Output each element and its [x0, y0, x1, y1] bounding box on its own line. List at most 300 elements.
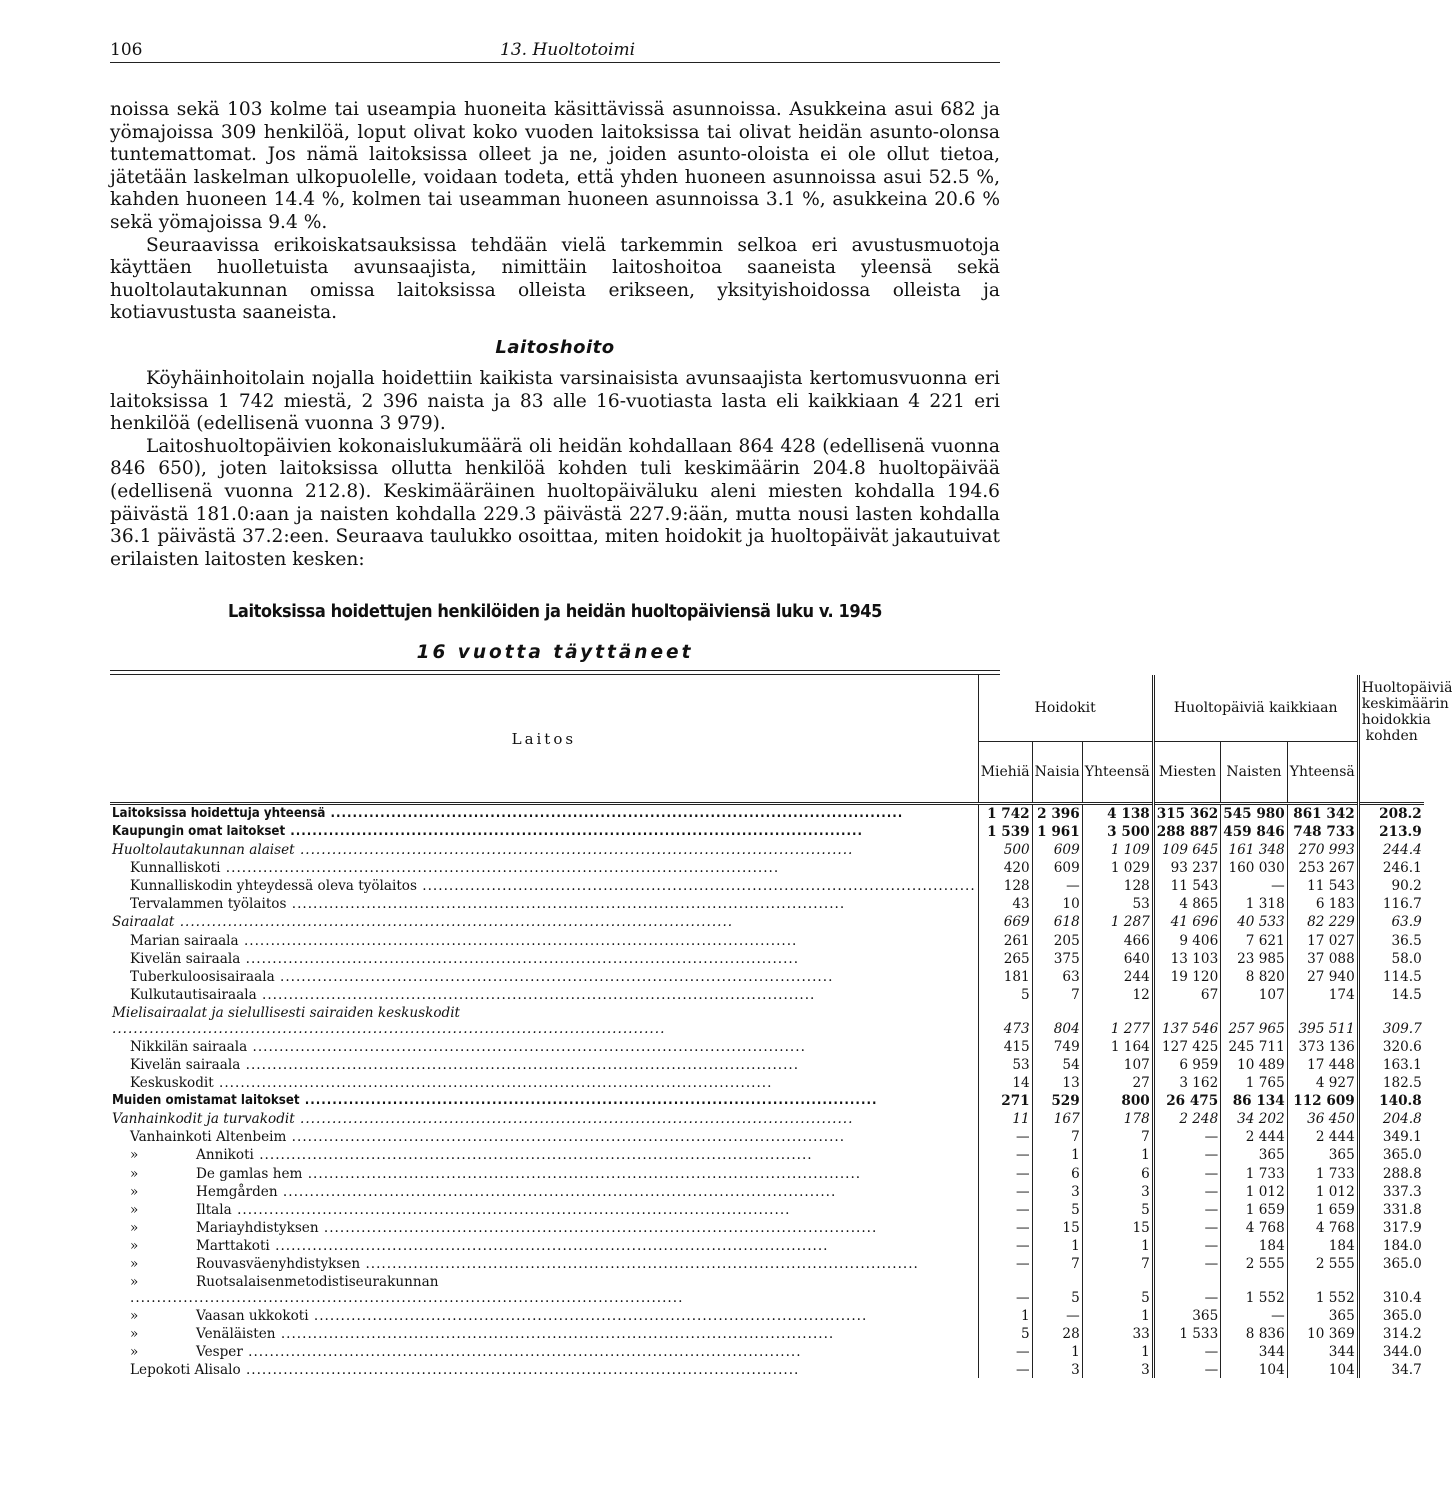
cell-naisia: 609 — [1032, 858, 1082, 876]
cell-miesten: — — [1153, 1163, 1220, 1181]
cell-hp-yhteensa: 253 267 — [1287, 858, 1358, 876]
row-label-text: Nikkilän sairaala ..... — [130, 1039, 806, 1055]
table-row — [110, 912, 1424, 930]
header-yhteensa-2: Yhteensä — [1287, 742, 1358, 804]
cell-miesten: — — [1153, 1127, 1220, 1145]
ditto-mark: » — [130, 1219, 139, 1236]
cell-keskimaarin: 208.2 — [1358, 804, 1424, 822]
cell-keskimaarin: 365.0 — [1358, 1254, 1424, 1272]
cell-naisia: 3 — [1032, 1182, 1082, 1200]
cell-yhteensa: 3 500 — [1082, 822, 1153, 840]
cell-keskimaarin: 213.9 — [1358, 822, 1424, 840]
row-label-text: Huoltolautakunnan alaiset ..... — [112, 842, 853, 858]
cell-miehia: 420 — [978, 858, 1032, 876]
cell-miehia: 415 — [978, 1037, 1032, 1055]
row-label-text: Hemgården ..... — [196, 1184, 836, 1200]
row-label-text: Rouvasväenyhdistyksen ..... — [196, 1256, 919, 1272]
cell-keskimaarin: 90.2 — [1358, 876, 1424, 894]
cell-miesten: 288 887 — [1153, 822, 1220, 840]
cell-naisten: 4 768 — [1221, 1218, 1287, 1236]
cell-keskimaarin: 365.0 — [1358, 1145, 1424, 1163]
cell-miesten: — — [1153, 1254, 1220, 1272]
table-row — [110, 1003, 1424, 1037]
cell-naisten: — — [1221, 1306, 1287, 1324]
cell-yhteensa: 107 — [1082, 1055, 1153, 1073]
cell-miesten: — — [1153, 1236, 1220, 1254]
data-table — [110, 675, 1452, 1379]
table-title: Laitoksissa hoidettujen henkilöiden ja heidän huoltopäiviensä luku v. 1945 — [228, 601, 882, 623]
ditto-mark: » — [130, 1201, 139, 1218]
row-label — [110, 1003, 978, 1037]
cell-yhteensa: 7 — [1082, 1254, 1153, 1272]
header-miesten: Miesten — [1153, 742, 1220, 804]
row-label — [110, 840, 978, 858]
header-avg-cell — [1358, 675, 1452, 804]
row-label-text: Venäläisten ..... — [196, 1326, 834, 1342]
header-avg: Huoltopäiviä keskimäärin hoidokkia kohden — [1361, 679, 1452, 744]
cell-naisia: 167 — [1032, 1109, 1082, 1127]
cell-naisia: 375 — [1032, 949, 1082, 967]
cell-naisten: 34 202 — [1221, 1109, 1287, 1127]
cell-miesten: — — [1153, 1272, 1220, 1306]
cell-keskimaarin: 317.9 — [1358, 1218, 1424, 1236]
row-label-text: Vaasan ukkokoti ..... — [196, 1308, 867, 1324]
cell-miehia: — — [978, 1254, 1032, 1272]
cell-naisia: 1 — [1032, 1145, 1082, 1163]
cell-hp-yhteensa: 373 136 — [1287, 1037, 1358, 1055]
cell-naisia: 3 — [1032, 1360, 1082, 1378]
cell-miesten: 41 696 — [1153, 912, 1220, 930]
cell-keskimaarin: 34.7 — [1358, 1360, 1424, 1378]
cell-hp-yhteensa: 6 183 — [1287, 894, 1358, 912]
chapter-title: 13. Huoltotoimi — [500, 40, 636, 60]
cell-naisia: 1 961 — [1032, 822, 1082, 840]
cell-hp-yhteensa: 1 012 — [1287, 1182, 1358, 1200]
row-label — [110, 967, 978, 985]
table-row — [110, 1037, 1424, 1055]
cell-hp-yhteensa: 365 — [1287, 1145, 1358, 1163]
cell-miesten: — — [1153, 1342, 1220, 1360]
table-row — [110, 1218, 1424, 1236]
cell-naisten: 8 836 — [1221, 1324, 1287, 1342]
cell-miehia: 1 742 — [978, 804, 1032, 822]
cell-naisia: 205 — [1032, 930, 1082, 948]
cell-miesten: 6 959 — [1153, 1055, 1220, 1073]
cell-hp-yhteensa: 4 927 — [1287, 1073, 1358, 1091]
cell-hp-yhteensa: 1 733 — [1287, 1163, 1358, 1181]
cell-miehia: — — [978, 1163, 1032, 1181]
paragraph-4: Laitoshuoltopäivien kokonaislukumäärä oli heidän kohdallaan 864 428 (edellisenä vuonna 846 650), joten laitoksissa ollutta henkilöä kohden tuli keskimäärin 204.8 huoltopäivää (edellisenä vuonna 212.8). Keskimääräinen huoltopäiväluku aleni miesten kohdalla 194.6 päivästä 181.0:aan ja naisten kohdalla 229.3 päivästä 227.9:ään, mutta nousi lasten kohdalla 36.1 päivästä 37.2:een. Seuraava taulukko osoittaa, miten hoidokit ja huoltopäivät jakautuivat erilaisten laitosten kesken: — [110, 435, 1000, 570]
cell-hp-yhteensa: 37 088 — [1287, 949, 1358, 967]
row-label-text: Keskuskodit ..... — [130, 1075, 772, 1091]
cell-miesten: 3 162 — [1153, 1073, 1220, 1091]
cell-naisia: 1 — [1032, 1236, 1082, 1254]
cell-naisten: 1 318 — [1221, 894, 1287, 912]
row-label-text: Ruotsalaisenmetodistiseurakunnan ..... — [130, 1274, 683, 1306]
table-row — [110, 858, 1424, 876]
cell-miesten: — — [1153, 1360, 1220, 1378]
cell-miesten: — — [1153, 1182, 1220, 1200]
cell-naisten: 1 733 — [1221, 1163, 1287, 1181]
cell-keskimaarin: 310.4 — [1358, 1272, 1424, 1306]
cell-hp-yhteensa: 17 448 — [1287, 1055, 1358, 1073]
table-row — [110, 985, 1424, 1003]
row-label — [110, 1272, 978, 1306]
table-row — [110, 1342, 1424, 1360]
cell-yhteensa: 800 — [1082, 1091, 1153, 1109]
cell-hp-yhteensa: 10 369 — [1287, 1324, 1358, 1342]
row-label — [110, 1306, 978, 1324]
row-label-text: Kulkutautisairaala ..... — [130, 987, 815, 1003]
cell-miesten: 93 237 — [1153, 858, 1220, 876]
row-label — [110, 1091, 978, 1109]
cell-keskimaarin: 337.3 — [1358, 1182, 1424, 1200]
cell-miesten: 365 — [1153, 1306, 1220, 1324]
cell-hp-yhteensa: 861 342 — [1287, 804, 1358, 822]
cell-miesten: 19 120 — [1153, 967, 1220, 985]
cell-yhteensa: 6 — [1082, 1163, 1153, 1181]
cell-miesten: 127 425 — [1153, 1037, 1220, 1055]
cell-naisia: 10 — [1032, 894, 1082, 912]
cell-naisia: 13 — [1032, 1073, 1082, 1091]
table-row — [110, 840, 1424, 858]
cell-hp-yhteensa: 270 993 — [1287, 840, 1358, 858]
row-label — [110, 858, 978, 876]
table-row — [110, 1254, 1424, 1272]
cell-yhteensa: 466 — [1082, 930, 1153, 948]
ditto-mark: » — [130, 1308, 139, 1325]
ditto-mark: » — [130, 1237, 139, 1254]
cell-naisten: 1 659 — [1221, 1200, 1287, 1218]
cell-hp-yhteensa: 184 — [1287, 1236, 1358, 1254]
cell-keskimaarin: 244.4 — [1358, 840, 1424, 858]
row-label-text: Kivelän sairaala ..... — [130, 951, 799, 967]
cell-miehia: 261 — [978, 930, 1032, 948]
cell-miesten: 2 248 — [1153, 1109, 1220, 1127]
cell-keskimaarin: 14.5 — [1358, 985, 1424, 1003]
table-row — [110, 1182, 1424, 1200]
cell-miehia: 5 — [978, 985, 1032, 1003]
cell-naisten: 10 489 — [1221, 1055, 1287, 1073]
cell-keskimaarin: 63.9 — [1358, 912, 1424, 930]
header-miehia: Miehiä — [978, 742, 1032, 804]
row-label — [110, 1218, 978, 1236]
row-label — [110, 876, 978, 894]
cell-naisia: 15 — [1032, 1218, 1082, 1236]
cell-naisten: 8 820 — [1221, 967, 1287, 985]
row-label — [110, 1055, 978, 1073]
table-row — [110, 967, 1424, 985]
ditto-mark: » — [130, 1256, 139, 1273]
row-label — [110, 930, 978, 948]
table-row — [110, 1360, 1424, 1378]
row-label — [110, 1342, 978, 1360]
cell-hp-yhteensa: 1 659 — [1287, 1200, 1358, 1218]
row-label-text: Iltala ..... — [196, 1202, 790, 1218]
cell-miehia: — — [978, 1236, 1032, 1254]
cell-keskimaarin: 344.0 — [1358, 1342, 1424, 1360]
cell-miesten: 26 475 — [1153, 1091, 1220, 1109]
cell-yhteensa: 3 — [1082, 1182, 1153, 1200]
row-label-text: Kunnalliskodin yhteydessä oleva työlaitos ..... — [130, 878, 976, 894]
cell-yhteensa: 1 — [1082, 1306, 1153, 1324]
cell-miehia: 1 539 — [978, 822, 1032, 840]
cell-naisia: 7 — [1032, 985, 1082, 1003]
ditto-mark: » — [130, 1183, 139, 1200]
cell-miehia: — — [978, 1272, 1032, 1306]
cell-miehia: 11 — [978, 1109, 1032, 1127]
cell-yhteensa: 178 — [1082, 1109, 1153, 1127]
row-label-text: Sairaalat ..... — [112, 914, 733, 930]
cell-miehia: 53 — [978, 1055, 1032, 1073]
cell-miesten: — — [1153, 1218, 1220, 1236]
cell-naisia: 618 — [1032, 912, 1082, 930]
cell-miehia: 1 — [978, 1306, 1032, 1324]
cell-miehia: — — [978, 1145, 1032, 1163]
row-label — [110, 1360, 978, 1378]
cell-yhteensa: 640 — [1082, 949, 1153, 967]
cell-miesten: 109 645 — [1153, 840, 1220, 858]
cell-hp-yhteensa: 36 450 — [1287, 1109, 1358, 1127]
row-label — [110, 1145, 978, 1163]
cell-yhteensa: 244 — [1082, 967, 1153, 985]
header-naisten: Naisten — [1221, 742, 1287, 804]
cell-yhteensa: 15 — [1082, 1218, 1153, 1236]
table-subtitle: 16 vuotta täyttäneet — [416, 642, 694, 664]
cell-miehia: 271 — [978, 1091, 1032, 1109]
cell-naisten: 23 985 — [1221, 949, 1287, 967]
row-label — [110, 1163, 978, 1181]
cell-naisten: — — [1221, 876, 1287, 894]
cell-naisten: 459 846 — [1221, 822, 1287, 840]
cell-keskimaarin: 182.5 — [1358, 1073, 1424, 1091]
cell-naisten: 1 765 — [1221, 1073, 1287, 1091]
cell-keskimaarin: 184.0 — [1358, 1236, 1424, 1254]
cell-keskimaarin: 314.2 — [1358, 1324, 1424, 1342]
cell-yhteensa: 5 — [1082, 1200, 1153, 1218]
cell-keskimaarin: 246.1 — [1358, 858, 1424, 876]
cell-naisten: 1 012 — [1221, 1182, 1287, 1200]
cell-miehia: 181 — [978, 967, 1032, 985]
cell-miehia: 14 — [978, 1073, 1032, 1091]
cell-hp-yhteensa: 17 027 — [1287, 930, 1358, 948]
header-yhteensa-1: Yhteensä — [1082, 742, 1153, 804]
cell-yhteensa: 4 138 — [1082, 804, 1153, 822]
cell-keskimaarin: 58.0 — [1358, 949, 1424, 967]
cell-miesten: 315 362 — [1153, 804, 1220, 822]
row-label-text: Vanhainkoti Altenbeim ..... — [130, 1129, 845, 1145]
cell-hp-yhteensa: 112 609 — [1287, 1091, 1358, 1109]
table-row — [110, 1109, 1424, 1127]
cell-hp-yhteensa: 1 552 — [1287, 1272, 1358, 1306]
cell-yhteensa: 128 — [1082, 876, 1153, 894]
cell-miesten: 4 865 — [1153, 894, 1220, 912]
cell-naisten: 104 — [1221, 1360, 1287, 1378]
cell-miehia: 500 — [978, 840, 1032, 858]
table-row — [110, 804, 1424, 822]
cell-keskimaarin: 309.7 — [1358, 1003, 1424, 1037]
cell-naisten: 245 711 — [1221, 1037, 1287, 1055]
cell-miehia: 669 — [978, 912, 1032, 930]
cell-miehia: — — [978, 1360, 1032, 1378]
cell-naisia: 5 — [1032, 1272, 1082, 1306]
cell-yhteensa: 1 109 — [1082, 840, 1153, 858]
row-label-text: Tervalammen työlaitos ..... — [130, 896, 845, 912]
row-label-text: Muiden omistamat laitokset ..... — [112, 1093, 877, 1108]
paragraph-2: Seuraavissa erikoiskatsauksissa tehdään vielä tarkemmin selkoa eri avustusmuotoja käyttäen huolletuista avunsaajista, nimittäin laitoshoitoa saaneista yleensä sekä huoltolautakunnan omissa laitoksissa olleista erikseen, yksityishoidossa olleista ja kotiavustusta saaneista. — [110, 234, 1000, 324]
cell-miehia: — — [978, 1127, 1032, 1145]
row-label-text: Marian sairaala ..... — [130, 933, 797, 949]
cell-miehia: 5 — [978, 1324, 1032, 1342]
cell-naisia: 749 — [1032, 1037, 1082, 1055]
cell-yhteensa: 1 — [1082, 1236, 1153, 1254]
cell-keskimaarin: 140.8 — [1358, 1091, 1424, 1109]
cell-naisia: 5 — [1032, 1200, 1082, 1218]
cell-naisten: 365 — [1221, 1145, 1287, 1163]
cell-naisia: 6 — [1032, 1163, 1082, 1181]
cell-naisia: 7 — [1032, 1127, 1082, 1145]
cell-naisia: 804 — [1032, 1003, 1082, 1037]
row-label-text: Tuberkuloosisairaala ..... — [130, 969, 833, 985]
cell-naisten: 344 — [1221, 1342, 1287, 1360]
cell-naisia: 54 — [1032, 1055, 1082, 1073]
row-label-text: Mariayhdistyksen ..... — [196, 1220, 877, 1236]
cell-keskimaarin: 349.1 — [1358, 1127, 1424, 1145]
cell-naisia: 529 — [1032, 1091, 1082, 1109]
table-row — [110, 894, 1424, 912]
cell-hp-yhteensa: 344 — [1287, 1342, 1358, 1360]
cell-naisia: 28 — [1032, 1324, 1082, 1342]
cell-naisten: 1 552 — [1221, 1272, 1287, 1306]
cell-miesten: — — [1153, 1200, 1220, 1218]
cell-miehia: — — [978, 1342, 1032, 1360]
cell-yhteensa: 1 287 — [1082, 912, 1153, 930]
cell-keskimaarin: 116.7 — [1358, 894, 1424, 912]
row-label — [110, 1324, 978, 1342]
cell-miehia: 265 — [978, 949, 1032, 967]
cell-naisia: 63 — [1032, 967, 1082, 985]
ditto-mark: » — [130, 1326, 139, 1343]
row-label — [110, 1109, 978, 1127]
row-label-text: Marttakoti ..... — [196, 1238, 829, 1254]
paragraph-1: noissa sekä 103 kolme tai useampia huoneita käsittävissä asunnoissa. Asukkeina asui 682 ja yömajoissa 309 henkilöä, loput olivat koko vuoden laitoksissa tai olivat heidän asunto-olonsa tuntemattomat. Jos nämä laitoksissa olleet ja ne, joiden asunto-oloista ei ole ollut tietoa, jätetään laskelman ulkopuolelle, voidaan todeta, että yhden huoneen asunnoissa asui 52.5 %, kahden huoneen 14.4 %, kolmen tai useamman huoneen asunnoissa 3.1 %, asukkeina 20.6 % sekä yömajoissa 9.4 %. — [110, 99, 1000, 233]
header-hoidokit: Hoidokit — [978, 675, 1153, 742]
page-header — [110, 36, 1000, 63]
cell-hp-yhteensa: 748 733 — [1287, 822, 1358, 840]
cell-yhteensa: 12 — [1082, 985, 1153, 1003]
row-label — [110, 894, 978, 912]
row-label — [110, 949, 978, 967]
cell-yhteensa: 1 164 — [1082, 1037, 1153, 1055]
row-label-text: Kivelän sairaala ..... — [130, 1057, 799, 1073]
ditto-mark: » — [130, 1344, 139, 1361]
ditto-mark: » — [130, 1165, 139, 1182]
cell-miehia: — — [978, 1182, 1032, 1200]
cell-keskimaarin: 331.8 — [1358, 1200, 1424, 1218]
table-row — [110, 1306, 1424, 1324]
cell-naisia: — — [1032, 1306, 1082, 1324]
ditto-mark: » — [130, 1147, 139, 1164]
cell-naisten: 161 348 — [1221, 840, 1287, 858]
paragraph-3: Köyhäinhoitolain nojalla hoidettiin kaikista varsinaisista avunsaajista kertomusvuonna eri laitoksissa 1 742 miestä, 2 396 naista ja 83 alle 16-vuotiasta lasta eli kaikkiaan 4 221 eri henkilöä (edellisenä vuonna 3 979). — [110, 367, 1000, 435]
table-row — [110, 1091, 1424, 1109]
cell-hp-yhteensa: 2 444 — [1287, 1127, 1358, 1145]
table-row — [110, 1073, 1424, 1091]
row-label-text: Kaupungin omat laitokset ..... — [112, 824, 863, 839]
cell-naisten: 160 030 — [1221, 858, 1287, 876]
row-label — [110, 1182, 978, 1200]
cell-hp-yhteensa: 11 543 — [1287, 876, 1358, 894]
row-label — [110, 1254, 978, 1272]
cell-naisten: 184 — [1221, 1236, 1287, 1254]
cell-miehia: 43 — [978, 894, 1032, 912]
cell-yhteensa: 1 029 — [1082, 858, 1153, 876]
cell-keskimaarin: 365.0 — [1358, 1306, 1424, 1324]
cell-yhteensa: 27 — [1082, 1073, 1153, 1091]
cell-keskimaarin: 204.8 — [1358, 1109, 1424, 1127]
table-body — [110, 804, 1424, 1379]
cell-naisten: 257 965 — [1221, 1003, 1287, 1037]
row-label — [110, 804, 978, 822]
cell-miesten: 67 — [1153, 985, 1220, 1003]
cell-keskimaarin: 288.8 — [1358, 1163, 1424, 1181]
cell-yhteensa: 53 — [1082, 894, 1153, 912]
row-label — [110, 912, 978, 930]
cell-hp-yhteensa: 395 511 — [1287, 1003, 1358, 1037]
cell-miehia: 128 — [978, 876, 1032, 894]
cell-miehia: 473 — [978, 1003, 1032, 1037]
page-number: 106 — [110, 40, 143, 60]
row-label-text: Vesper ..... — [196, 1344, 802, 1360]
cell-miesten: 11 543 — [1153, 876, 1220, 894]
cell-naisten: 107 — [1221, 985, 1287, 1003]
cell-hp-yhteensa: 104 — [1287, 1360, 1358, 1378]
cell-naisia: — — [1032, 876, 1082, 894]
table-row — [110, 1236, 1424, 1254]
row-label-text: Lepokoti Alisalo ..... — [130, 1362, 799, 1378]
row-label — [110, 1200, 978, 1218]
cell-yhteensa: 3 — [1082, 1360, 1153, 1378]
cell-keskimaarin: 114.5 — [1358, 967, 1424, 985]
cell-miesten: 9 406 — [1153, 930, 1220, 948]
cell-miesten: 1 533 — [1153, 1324, 1220, 1342]
table-row — [110, 822, 1424, 840]
cell-hp-yhteensa: 2 555 — [1287, 1254, 1358, 1272]
cell-hp-yhteensa: 4 768 — [1287, 1218, 1358, 1236]
cell-naisten: 40 533 — [1221, 912, 1287, 930]
cell-naisten: 7 621 — [1221, 930, 1287, 948]
cell-yhteensa: 33 — [1082, 1324, 1153, 1342]
cell-hp-yhteensa: 174 — [1287, 985, 1358, 1003]
row-label-text: Laitoksissa hoidettuja yhteensä ..... — [112, 806, 903, 821]
header-naisia: Naisia — [1032, 742, 1082, 804]
row-label-text: De gamlas hem ..... — [196, 1166, 861, 1182]
cell-keskimaarin: 320.6 — [1358, 1037, 1424, 1055]
cell-miehia: — — [978, 1218, 1032, 1236]
document-page — [110, 36, 1452, 1379]
header-laitos: Laitos — [511, 729, 577, 748]
row-label — [110, 1037, 978, 1055]
row-label-text: Mielisairaalat ja sielullisesti sairaiden keskuskodit ..... — [112, 1005, 665, 1037]
cell-yhteensa: 7 — [1082, 1127, 1153, 1145]
table-row — [110, 1055, 1424, 1073]
table-row — [110, 876, 1424, 894]
cell-miesten: 13 103 — [1153, 949, 1220, 967]
row-label — [110, 1073, 978, 1091]
cell-naisten: 2 444 — [1221, 1127, 1287, 1145]
row-label — [110, 985, 978, 1003]
cell-hp-yhteensa: 27 940 — [1287, 967, 1358, 985]
